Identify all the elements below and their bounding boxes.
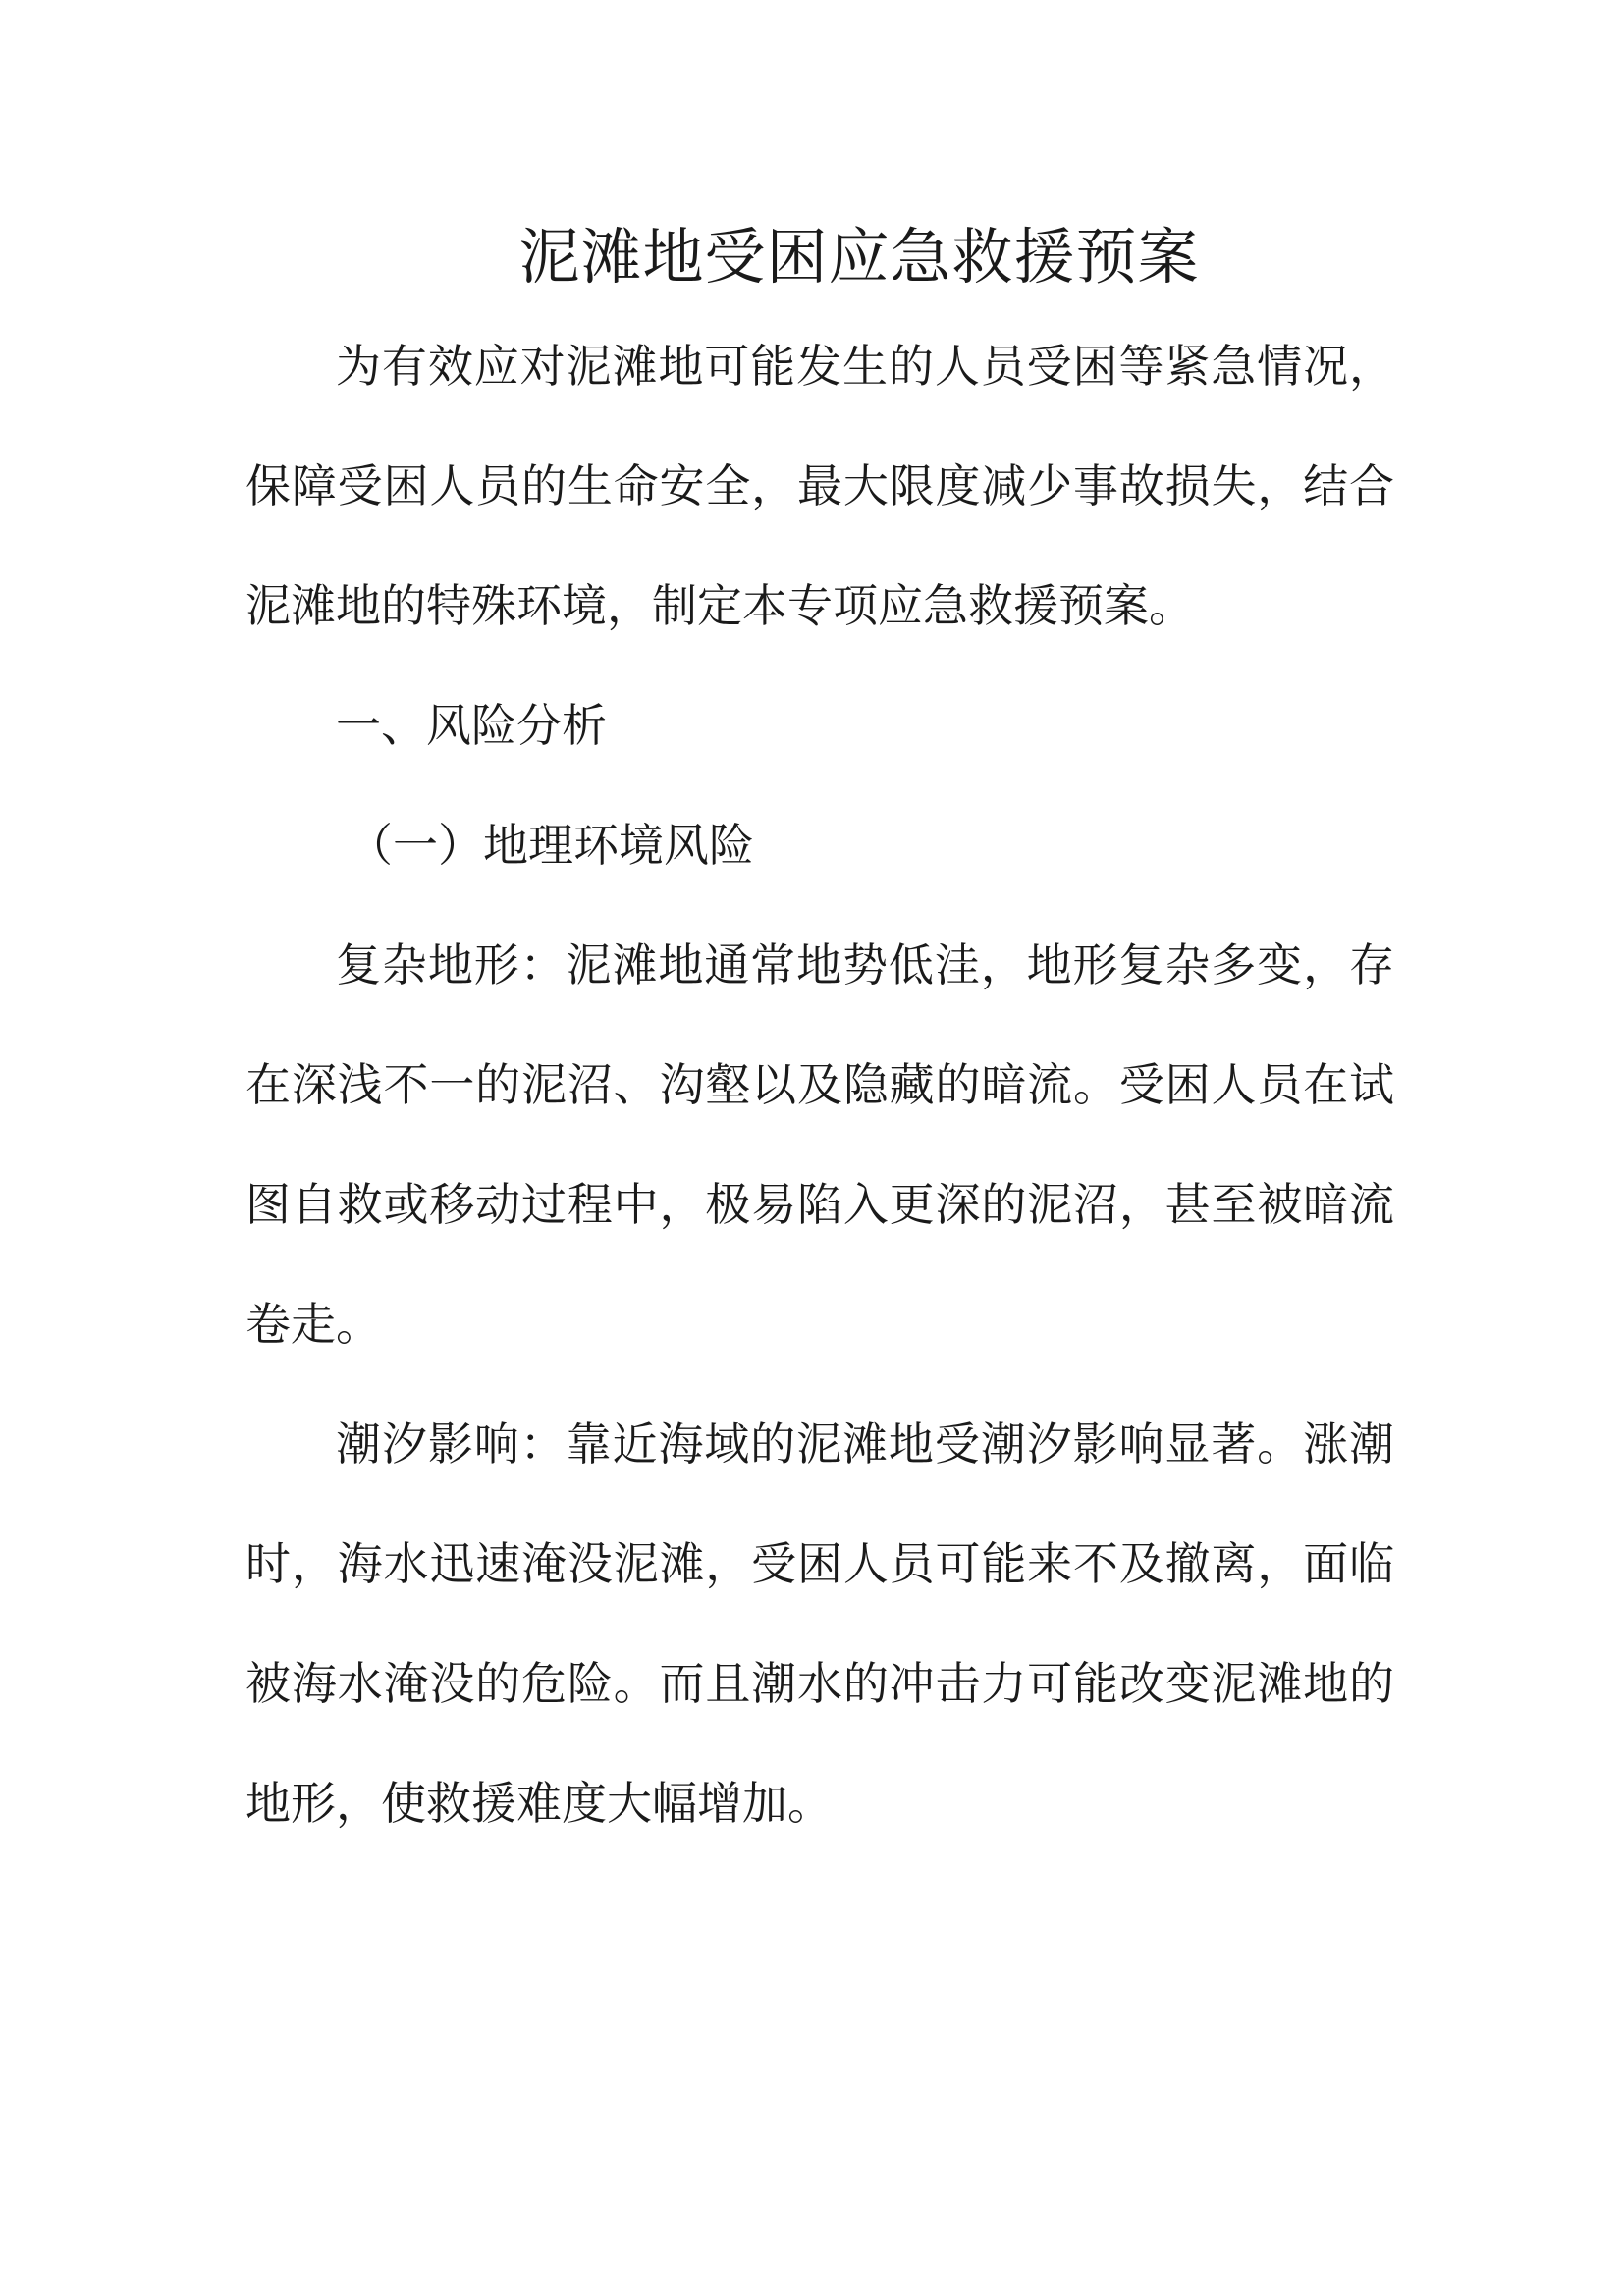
intro-paragraph: 为有效应对泥滩地可能发生的人员受困等紧急情况，保障受困人员的生命安全，最大限度减少事故损失，结合泥滩地的特殊环境，制定本专项应急救援预案。 xyxy=(245,340,1394,632)
section-heading-risk-analysis: 一、风险分析 xyxy=(336,699,607,752)
document-body xyxy=(245,306,1394,1863)
paragraph-tidal-influence: 潮汐影响：靠近海域的泥滩地受潮汐影响显著。涨潮时，海水迅速淹没泥滩，受困人员可能来不及撤离，面临被海水淹没的危险。而且潮水的冲击力可能改变泥滩地的地形，使救援难度大幅增加。 xyxy=(245,1417,1394,1830)
paragraph-complex-terrain: 复杂地形：泥滩地通常地势低洼，地形复杂多变，存在深浅不一的泥沼、沟壑以及隐藏的暗流。受困人员在试图自救或移动过程中，极易陷入更深的泥沼，甚至被暗流卷走。 xyxy=(245,938,1394,1351)
subsection-heading-geographic-risk: （一）地理环境风险 xyxy=(348,819,754,872)
document-title: 泥滩地受困应急救援预案 xyxy=(518,221,1200,293)
